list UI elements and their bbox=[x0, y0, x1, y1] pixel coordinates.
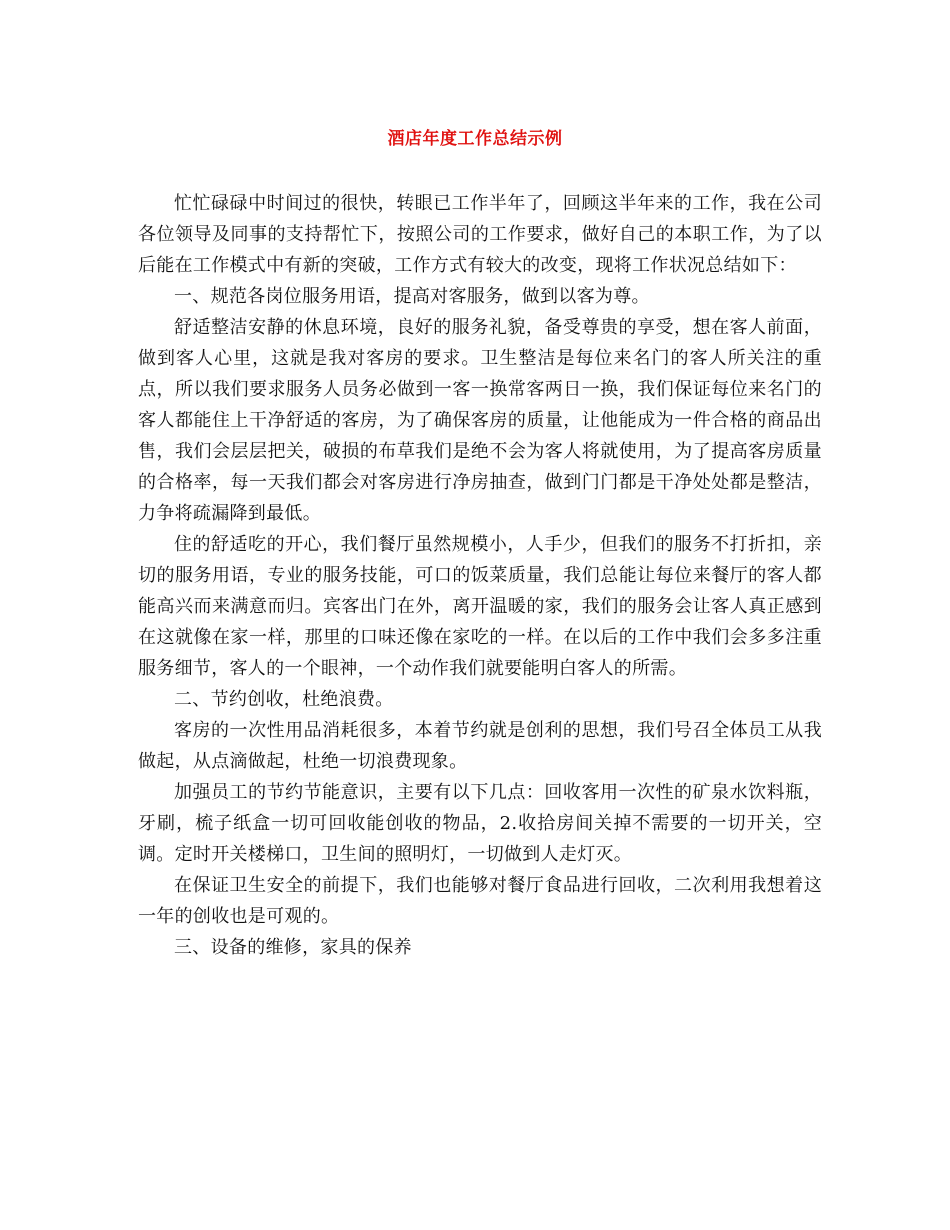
section-heading-3: 三、设备的维修，家具的保养 bbox=[174, 937, 412, 958]
document-body bbox=[138, 188, 822, 963]
paragraph-restaurant: 住的舒适吃的开心，我们餐厅虽然规模小，人手少，但我们的服务不打折扣，亲切的服务用语，专业的服务技能，可口的饭菜质量，我们总能让每位来餐厅的客人都能高兴而来满意而归。宾客出门在外，离开温暖的家，我们的服务会让客人真正感到在这就像在家一样，那里的口味还像在家吃的一样。在以后的工作中我们会多多注重服务细节，客人的一个眼神，一个动作我们就要能明白客人的所需。 bbox=[138, 534, 822, 679]
paragraph-rooms: 舒适整洁安静的休息环境，良好的服务礼貌，备受尊贵的享受，想在客人前面，做到客人心里，这就是我对客房的要求。卫生整洁是每位来名门的客人所关注的重点，所以我们要求服务人员务必做到一客一换常客两日一换，我们保证每位来名门的客人都能住上干净舒适的客房，为了确保客房的质量，让他能成为一件合格的商品出售，我们会层层把关，破损的布草我们是绝不会为客人将就使用，为了提高客房质量的合格率，每一天我们都会对客房进行净房抽查，做到门门都是干净处处都是整洁，力争将疏漏降到最低。 bbox=[138, 317, 822, 524]
paragraph-intro: 忙忙碌碌中时间过的很快，转眼已工作半年了，回顾这半年来的工作，我在公司各位领导及同事的支持帮忙下，按照公司的工作要求，做好自己的本职工作，为了以后能在工作模式中有新的突破，工作方式有较大的改变，现将工作状况总结如下： bbox=[138, 193, 822, 276]
paragraph-food-recycling: 在保证卫生安全的前提下，我们也能够对餐厅食品进行回收，二次利用我想着这一年的创收也是可观的。 bbox=[138, 875, 822, 927]
document-title: 酒店年度工作总结示例 bbox=[387, 129, 563, 149]
section-heading-1: 一、规范各岗位服务用语，提高对客服务，做到以客为尊。 bbox=[174, 286, 650, 307]
paragraph-energy-saving: 加强员工的节约节能意识，主要有以下几点：回收客用一次性的矿泉水饮料瓶，牙刷，梳子纸盒一切可回收能创收的物品，2.收拾房间关掉不需要的一切开关，空调。定时开关楼梯口，卫生间的照明灯，一切做到人走灯灭。 bbox=[138, 782, 822, 865]
paragraph-disposables: 客房的一次性用品消耗很多，本着节约就是创利的思想，我们号召全体员工从我做起，从点滴做起，杜绝一切浪费现象。 bbox=[138, 720, 822, 772]
section-heading-2: 二、节约创收，杜绝浪费。 bbox=[174, 689, 394, 710]
